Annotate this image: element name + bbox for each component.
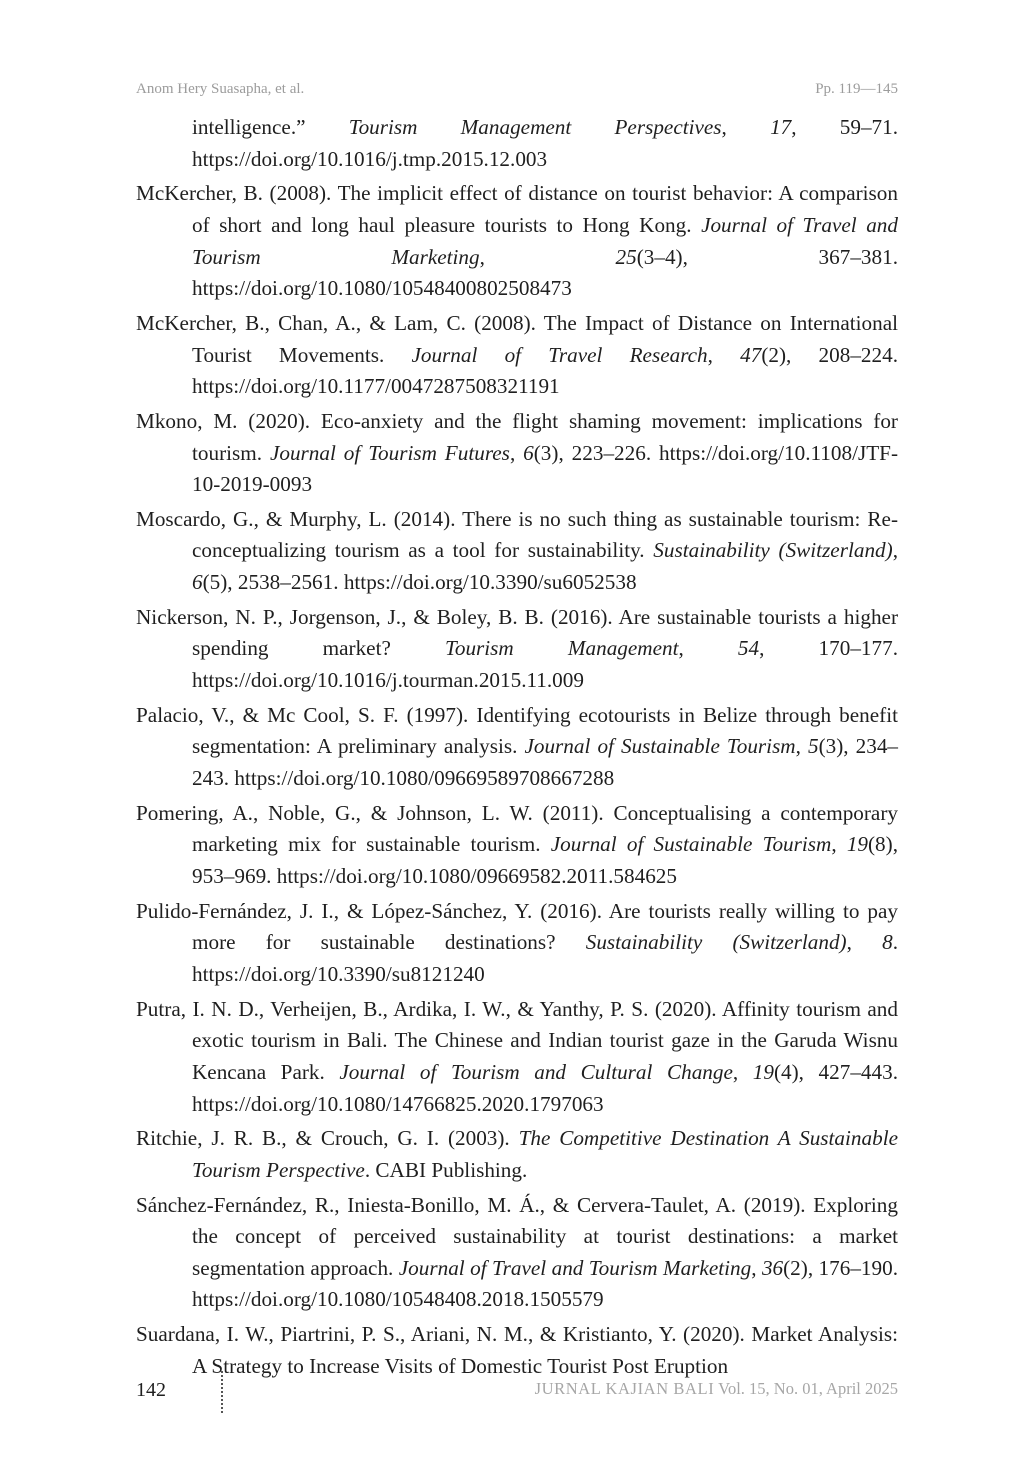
reference-text: Suardana, I. W., Piartrini, P. S., Ariani, N. M., & Kristianto, Y. (2020). Market Analysis: A Strategy to Increase Visits of Domestic Tourist Post Eruption	[136, 1322, 898, 1378]
reference-text: ,	[892, 538, 898, 563]
reference-text: (2), 208–224. https://doi.org/10.1177/0047287508321191	[192, 342, 898, 399]
reference-text: (3–4), 367–381. https://doi.org/10.1080/10548400802508473	[192, 244, 898, 301]
reference-entry	[136, 700, 898, 795]
running-head-authors: Anom Hery Suasapha, et al.	[136, 81, 305, 97]
reference-italic-text: 5	[807, 734, 819, 759]
reference-text: Nickerson, N. P., Jorgenson, J., & Boley, B. B. (2016). Are sustainable tourists a higher spending market?	[136, 604, 898, 661]
reference-text: ,	[509, 440, 524, 465]
reference-text: McKercher, B. (2008). The implicit effect of distance on tourist behavior: A comparison of short and long haul pleasure tourists to Hong Kong.	[136, 181, 898, 237]
reference-entry	[136, 1319, 898, 1382]
reference-italic-text: Journal of Travel and Tourism Marketing	[192, 212, 898, 269]
reference-italic-text: 6	[192, 570, 203, 595]
reference-entry	[136, 1123, 898, 1186]
reference-italic-text: 19	[846, 832, 868, 857]
reference-text: (2), 176–190. https://doi.org/10.1080/10548408.2018.1505579	[192, 1255, 899, 1312]
reference-list	[136, 112, 898, 1386]
reference-italic-text: 47	[740, 342, 762, 367]
reference-text: Moscardo, G., & Murphy, L. (2014). There is no such thing as sustainable tourism: Re-conceptualizing tourism as a tool for sustainability.	[136, 506, 898, 563]
reference-text: ,	[479, 244, 616, 269]
reference-italic-text: 25	[615, 244, 637, 269]
reference-italic-text: Tourism Management Perspectives	[348, 115, 722, 139]
reference-entry	[136, 994, 898, 1120]
reference-italic-text: Sustainability (Switzerland)	[585, 930, 847, 955]
reference-italic-text: Journal of Travel and Tourism Marketing	[398, 1255, 752, 1280]
reference-text: ,	[846, 930, 883, 955]
reference-text: (5), 2538–2561. https://doi.org/10.3390/su6052538	[202, 570, 637, 595]
reference-entry	[136, 178, 898, 304]
footer-dotted-rule	[221, 1371, 223, 1413]
reference-entry	[136, 798, 898, 893]
reference-italic-text: 36	[761, 1255, 784, 1280]
reference-italic-text: The Competitive Destination A Sustainable Tourism Perspective	[192, 1126, 898, 1182]
reference-italic-text: Journal of Sustainable Tourism	[550, 832, 832, 857]
reference-italic-text: 8	[882, 930, 893, 955]
reference-text: , 59–71. https://doi.org/10.1016/j.tmp.2015.12.003	[192, 115, 899, 171]
journal-name: JURNAL KAJIAN BALI	[534, 1379, 715, 1398]
reference-entry	[136, 406, 898, 501]
reference-italic-text: 54	[737, 636, 760, 661]
reference-text: Pulido-Fernández, J. I., & López-Sánchez, Y. (2016). Are tourists really willing to pay more for sustainable destinations?	[136, 898, 898, 955]
reference-text: ,	[732, 1059, 753, 1084]
reference-entry	[136, 308, 898, 403]
reference-text: (8), 953–969. https://doi.org/10.1080/09669582.2011.584625	[192, 832, 899, 888]
reference-text: ,	[678, 636, 738, 661]
reference-text: ,	[707, 342, 741, 367]
reference-italic-text: Tourism Management	[445, 636, 679, 661]
reference-entry	[136, 896, 898, 991]
reference-text: Mkono, M. (2020). Eco-anxiety and the flight shaming movement: implications for tourism.	[136, 408, 898, 465]
journal-issue: Vol. 15, No. 01, April 2025	[714, 1379, 898, 1398]
reference-text: intelligence.”	[192, 115, 349, 139]
reference-entry	[136, 504, 898, 599]
reference-entry	[136, 602, 898, 697]
reference-italic-text: 6	[523, 440, 534, 465]
reference-entry	[136, 1190, 898, 1316]
reference-italic-text: Sustainability (Switzerland)	[653, 538, 893, 563]
reference-italic-text: Journal of Travel Research	[411, 342, 708, 367]
reference-text: Sánchez-Fernández, R., Iniesta-Bonillo, M. Á., & Cervera-Taulet, A. (2019). Exploring the concept of perceived sustainability at tourist destinations: a market segmentation approach.	[136, 1192, 898, 1280]
page-number: 142	[136, 1379, 166, 1401]
running-head-pages: Pp. 119—145	[815, 81, 898, 97]
reference-italic-text: Journal of Tourism Futures	[269, 440, 510, 465]
reference-italic-text: Journal of Sustainable Tourism	[524, 734, 796, 759]
reference-text: . CABI Publishing.	[364, 1157, 528, 1182]
reference-text: (3), 223–226. https://doi.org/10.1108/JTF-10-2019-0093	[192, 440, 899, 497]
reference-italic-text: Journal of Tourism and Cultural Change	[339, 1059, 733, 1084]
reference-italic-text: 17	[770, 115, 792, 139]
reference-text: , 170–177. https://doi.org/10.1016/j.tourman.2015.11.009	[192, 636, 898, 693]
reference-text: (4), 427–443. https://doi.org/10.1080/14766825.2020.1797063	[192, 1059, 899, 1116]
reference-text: ,	[795, 734, 808, 759]
reference-text: ,	[751, 1255, 762, 1280]
page-footer	[136, 1377, 898, 1417]
running-head	[136, 81, 898, 103]
journal-footer	[535, 1379, 898, 1399]
reference-italic-text: 19	[752, 1059, 774, 1084]
reference-text: Palacio, V., & Mc Cool, S. F. (1997). Identifying ecotourists in Belize through benefit segmentation: A preliminary analysis.	[136, 702, 898, 759]
reference-text: Ritchie, J. R. B., & Crouch, G. I. (2003).	[136, 1126, 519, 1151]
reference-text: McKercher, B., Chan, A., & Lam, C. (2008). The Impact of Distance on International Tourist Movements.	[136, 310, 898, 367]
reference-text: (3), 234–243. https://doi.org/10.1080/09669589708667288	[192, 734, 899, 790]
reference-text: . https://doi.org/10.3390/su8121240	[192, 930, 898, 986]
reference-entry	[136, 112, 898, 175]
reference-text: Putra, I. N. D., Verheijen, B., Ardika, I. W., & Yanthy, P. S. (2020). Affinity tourism and exotic tourism in Bali. The Chinese and Indian tourist gaze in the Garuda Wisnu Kencana Park.	[136, 996, 898, 1084]
reference-text: ,	[721, 115, 771, 139]
reference-text: ,	[831, 832, 847, 857]
reference-text: Pomering, A., Noble, G., & Johnson, L. W. (2011). Conceptualising a contemporary marketing mix for sustainable tourism.	[136, 800, 898, 857]
